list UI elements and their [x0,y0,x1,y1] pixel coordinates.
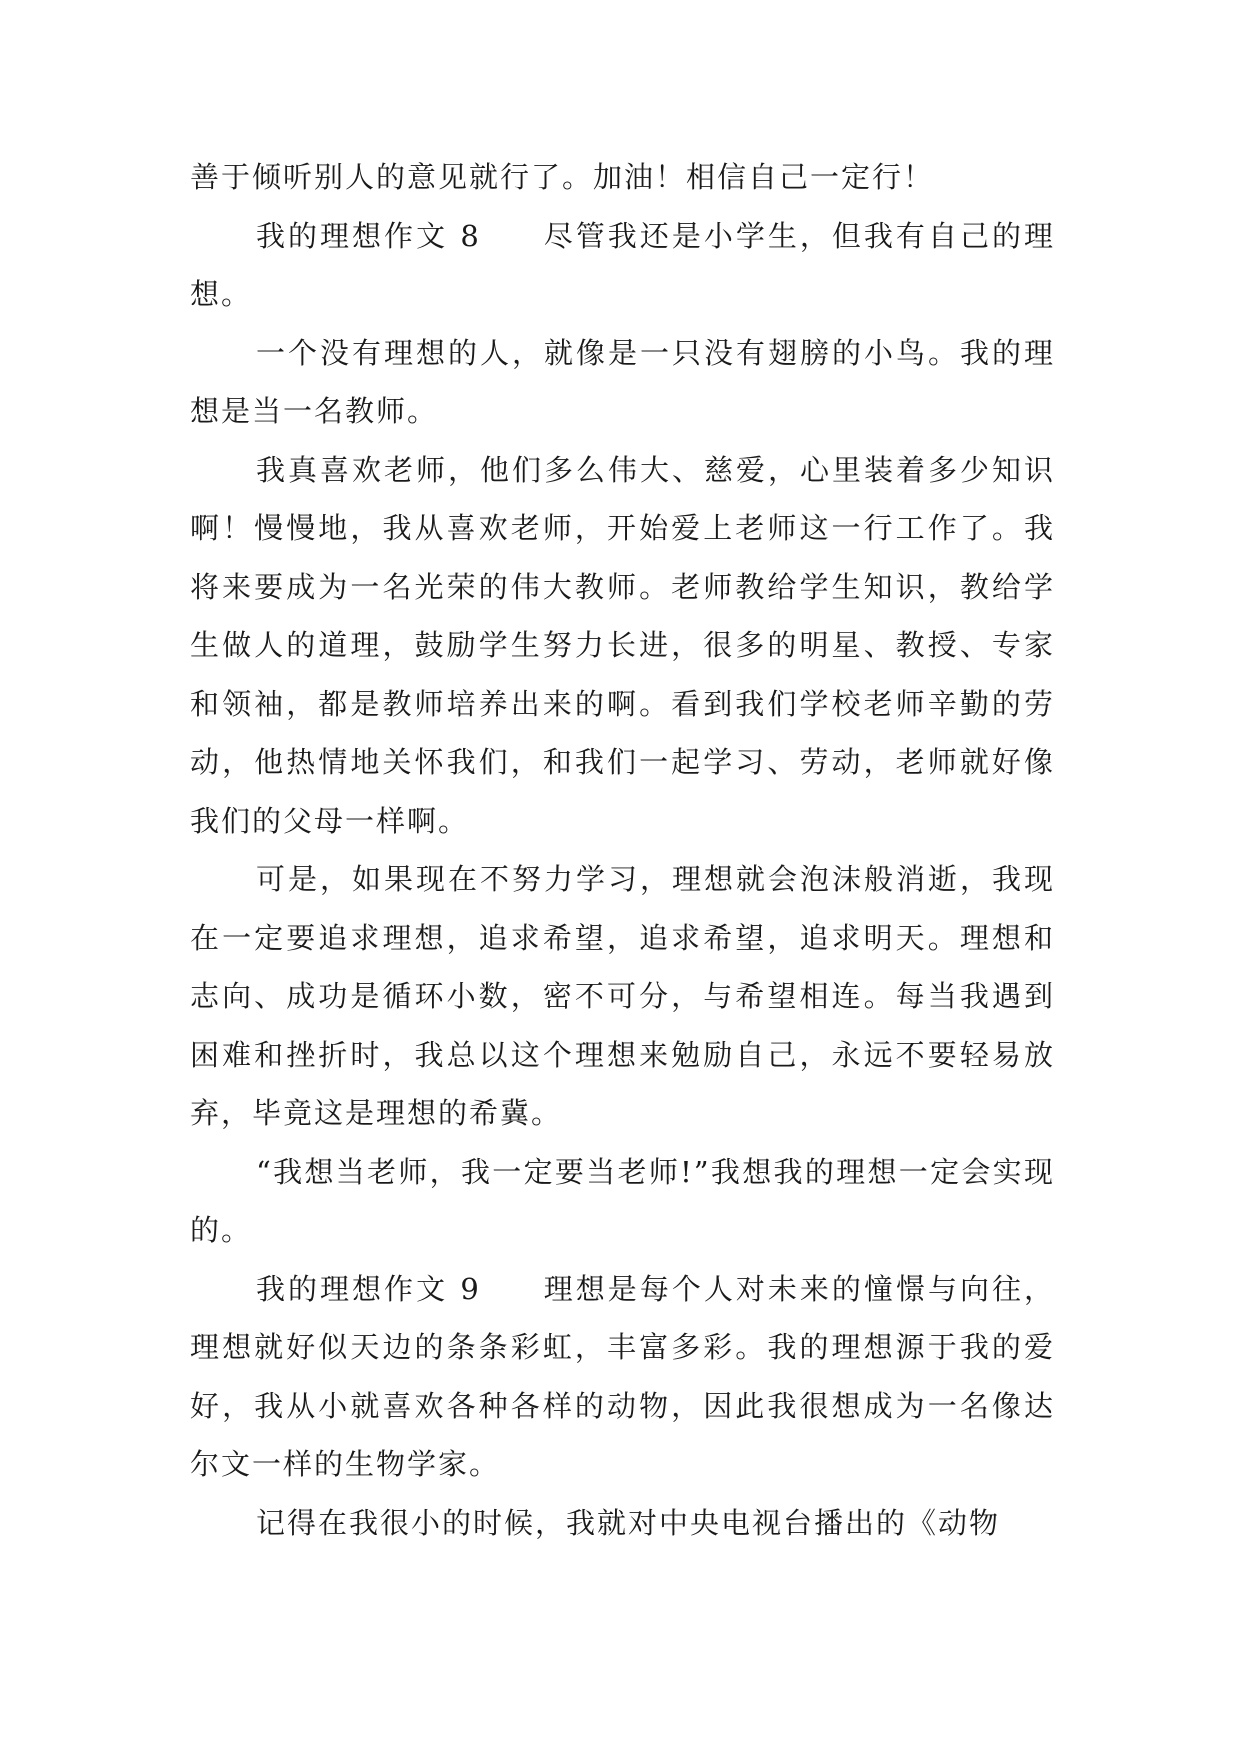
section-heading: 我的理想作文 8 [256,218,481,253]
paragraph-text: 善于倾听别人的意见就行了。加油！相信自己一定行！ [190,160,935,194]
section-heading: 我的理想作文 9 [256,1271,481,1306]
paragraph-text: 理想是每个人对未来的憧憬与向往，理想就好似天边的条条彩虹，丰富多彩。我的理想源于我的爱好，我从小就喜欢各种各样的动物，因此我很想成为一名像达尔文一样的生物学家。 [190,1271,1055,1481]
paragraph [190,441,1055,851]
paragraph-text: 尽管我还是小学生，但我有自己的理想。 [190,218,1055,311]
paragraph-text: “我想当老师，我一定要当老师!”我想我的理想一定会实现的。 [190,1154,1055,1247]
paragraph-text: 一个没有理想的人，就像是一只没有翅膀的小鸟。我的理想是当一名教师。 [190,335,1055,428]
paragraph [190,1143,1055,1260]
paragraph [190,207,1055,324]
paragraph [190,850,1055,1143]
paragraph-text: 记得在我很小的时候，我就对中央电视台播出的《动物 [256,1505,1001,1540]
document-page [190,148,1055,1552]
paragraph [190,1260,1055,1494]
paragraph-text: 我真喜欢老师，他们多么伟大、慈爱，心里装着多少知识啊！慢慢地，我从喜欢老师，开始爱上老师这一行工作了。我将来要成为一名光荣的伟大教师。老师教给学生知识，教给学生做人的道理，鼓励学生努力长进，很多的明星、教授、专家和领袖，都是教师培养出来的啊。看到我们学校老师辛勤的劳动，他热情地关怀我们，和我们一起学习、劳动，老师就好像我们的父母一样啊。 [190,452,1055,838]
paragraph-text: 可是，如果现在不努力学习，理想就会泡沫般消逝，我现在一定要追求理想，追求希望，追求希望，追求明天。理想和志向、成功是循环小数，密不可分，与希望相连。每当我遇到困难和挫折时，我总以这个理想来勉励自己，永远不要轻易放弃，毕竟这是理想的希冀。 [190,862,1055,1130]
paragraph [190,1494,1055,1553]
paragraph [190,324,1055,441]
paragraph [190,148,1055,207]
